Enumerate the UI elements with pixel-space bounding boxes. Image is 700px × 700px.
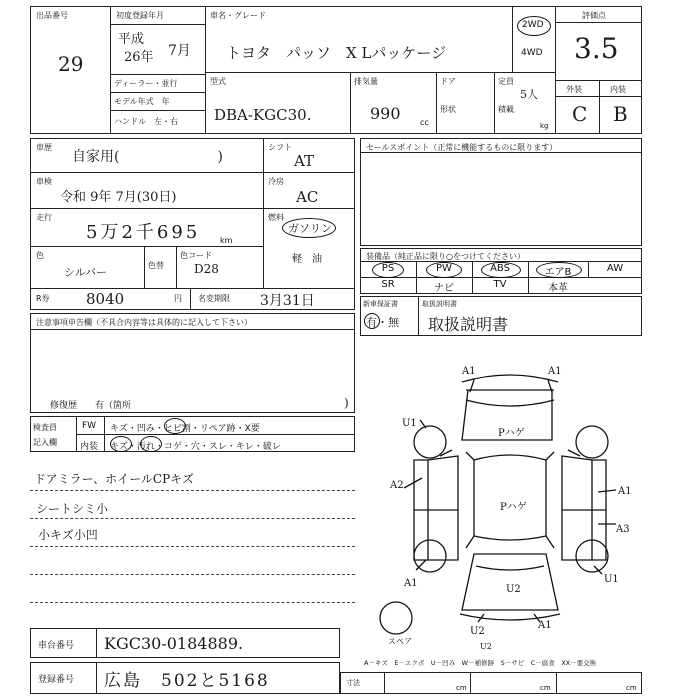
color-label: 色: [36, 251, 44, 260]
fw-items: キズ・凹み・ヒビ割・リペア跡・X要: [110, 424, 260, 434]
fw-label: FW: [82, 421, 97, 431]
equip-abs: ABS: [490, 263, 510, 274]
exterior-label: 外装: [566, 85, 582, 94]
notes-label: 注意事項申告欄（不具合内容等は具体的に記入して下さい）: [36, 318, 252, 327]
name-change-label: 名変期限: [198, 294, 230, 303]
color-code-value: D28: [194, 262, 219, 276]
chassis-value: KGC30-0184889.: [104, 634, 244, 653]
first-reg-label: 初度登録年月: [116, 11, 164, 20]
note-line-3: 小キズ小凹: [38, 528, 98, 542]
recycle-value: 8040: [86, 290, 125, 308]
equip-airbag: エアB: [544, 267, 572, 278]
mark-rear-lower: U2: [480, 642, 492, 651]
mark-rear-bumper-right: A1: [538, 620, 552, 631]
load-label: 積載: [498, 105, 514, 114]
model-year-label: モデル年式 年: [114, 97, 170, 106]
displacement-value: 990: [370, 104, 401, 123]
exterior-value: C: [572, 102, 588, 126]
mark-right-rear: U1: [604, 574, 619, 585]
dimension-frame: [340, 672, 642, 694]
shift-value: AT: [294, 152, 315, 170]
car-grade-label: 車名・グレード: [210, 11, 266, 20]
spare-label: スペア: [388, 637, 412, 646]
equip-sr: SR: [381, 279, 395, 290]
score-label: 評価点: [582, 11, 606, 20]
interior-items-label: 内装: [80, 442, 99, 452]
mark-front-left: A1: [462, 366, 476, 377]
dealer-label: ディーラー・並行: [114, 79, 178, 88]
mark-left-fender: U1: [402, 418, 417, 429]
lot-value: 29: [58, 52, 84, 76]
warranty-value: 有・無: [366, 316, 399, 329]
repair-label: 修復歴 有（箇所: [50, 401, 132, 411]
first-reg-month: 7月: [168, 43, 191, 59]
door-label: ドア: [440, 77, 456, 86]
panel-top: Pハゲ: [498, 428, 525, 439]
manual-value: 取扱説明書: [428, 315, 509, 334]
name-change-value: 3月31日: [260, 293, 315, 309]
car-name: トヨタ パッソ X Lパッケージ: [226, 44, 447, 62]
score-value: 3.5: [574, 32, 619, 65]
first-reg-era: 平成: [118, 32, 145, 47]
sales-point-frame: [360, 138, 642, 246]
dimension-label: 寸法: [346, 679, 360, 687]
plate-label: 登録番号: [38, 675, 75, 685]
interior-items: キズ・汚れ・コゲ・穴・スレ・キレ・破レ: [110, 442, 281, 452]
equip-pw: PW: [436, 263, 452, 274]
shift-label: シフト: [268, 143, 292, 152]
manual-small-label: 取扱説明書: [422, 300, 457, 308]
note-line-1: ドアミラー、ホイールCPキズ: [34, 472, 194, 486]
handle-label: ハンドル 左・右: [114, 117, 178, 126]
dimension-cm-2: cm: [540, 684, 551, 692]
equipment-label: 装備品（純正品に限り○をつけてください）: [366, 252, 525, 261]
color-code-label: 色コード: [180, 251, 212, 260]
type-label: 型式: [210, 77, 226, 86]
displacement-unit: cc: [420, 118, 429, 127]
mileage-unit: km: [220, 236, 233, 245]
mark-right-door-rear: A3: [616, 524, 630, 535]
ac-value: AC: [296, 188, 319, 206]
inspection-value: 令和 9年 7月(30日): [60, 190, 177, 205]
legend: A－キズ E－エクボ U－凹み W－補修跡 S－サビ C－腐食 XX－要交換: [364, 659, 597, 667]
sales-point-label: セールスポイント（正常に機能するものに限ります）: [366, 143, 558, 152]
mark-left-door: A2: [390, 480, 404, 491]
fuel-alt: 軽 油: [292, 254, 322, 265]
capacity-value: 5人: [520, 88, 538, 101]
interior-label: 内装: [610, 85, 626, 94]
color-no-label: 色替: [148, 261, 164, 270]
drive-4wd: 4WD: [521, 48, 543, 58]
warranty-label: 新車保証書: [363, 300, 398, 308]
mark-right-door-front: A1: [618, 486, 632, 497]
mileage-label: 走行: [36, 213, 52, 222]
shape-label: 形状: [440, 105, 456, 114]
inspector-label: 検査員: [33, 423, 57, 432]
recycle-unit: 円: [174, 294, 182, 303]
mileage-value: 5万2千695: [86, 222, 201, 243]
equip-tv: TV: [493, 279, 507, 290]
fuel-value: ガソリン: [288, 222, 332, 235]
mark-left-rear: A1: [404, 578, 418, 589]
history-value: 自家用( ): [72, 149, 223, 165]
recycle-label: R券: [36, 294, 50, 303]
drive-2wd: 2WD: [522, 20, 544, 30]
first-reg-year: 26年: [124, 50, 154, 65]
equip-navi: ナビ: [434, 283, 454, 294]
chassis-label: 車台番号: [38, 641, 75, 651]
capacity-label: 定員: [498, 77, 514, 86]
load-unit: kg: [540, 122, 549, 130]
equip-aw: AW: [606, 263, 624, 274]
mark-front-right: A1: [548, 366, 562, 377]
displacement-label: 排気量: [354, 77, 378, 86]
dimension-cm-3: cm: [626, 684, 637, 692]
color-value: シルバー: [64, 266, 107, 279]
dimension-cm-1: cm: [456, 684, 467, 692]
type-value: DBA-KGC30.: [214, 106, 312, 124]
mark-rear-bumper-left: U2: [470, 626, 485, 637]
plate-value: 広島 502と5168: [104, 671, 270, 691]
inspection-label: 車検: [36, 177, 52, 186]
equip-ps: PS: [381, 263, 395, 274]
equip-leather: 本革: [548, 283, 568, 294]
interior-value: B: [613, 102, 628, 126]
lot-label: 出品番号: [36, 11, 68, 20]
inspector-entry-label: 記入欄: [33, 438, 57, 447]
panel-mid: Pハゲ: [500, 502, 527, 513]
mark-rear-center: U2: [506, 584, 521, 595]
fuel-label: 燃料: [268, 213, 284, 222]
history-label: 車歴: [36, 143, 52, 152]
ac-label: 冷房: [268, 177, 284, 186]
note-line-2: シートシミ小: [36, 502, 109, 516]
